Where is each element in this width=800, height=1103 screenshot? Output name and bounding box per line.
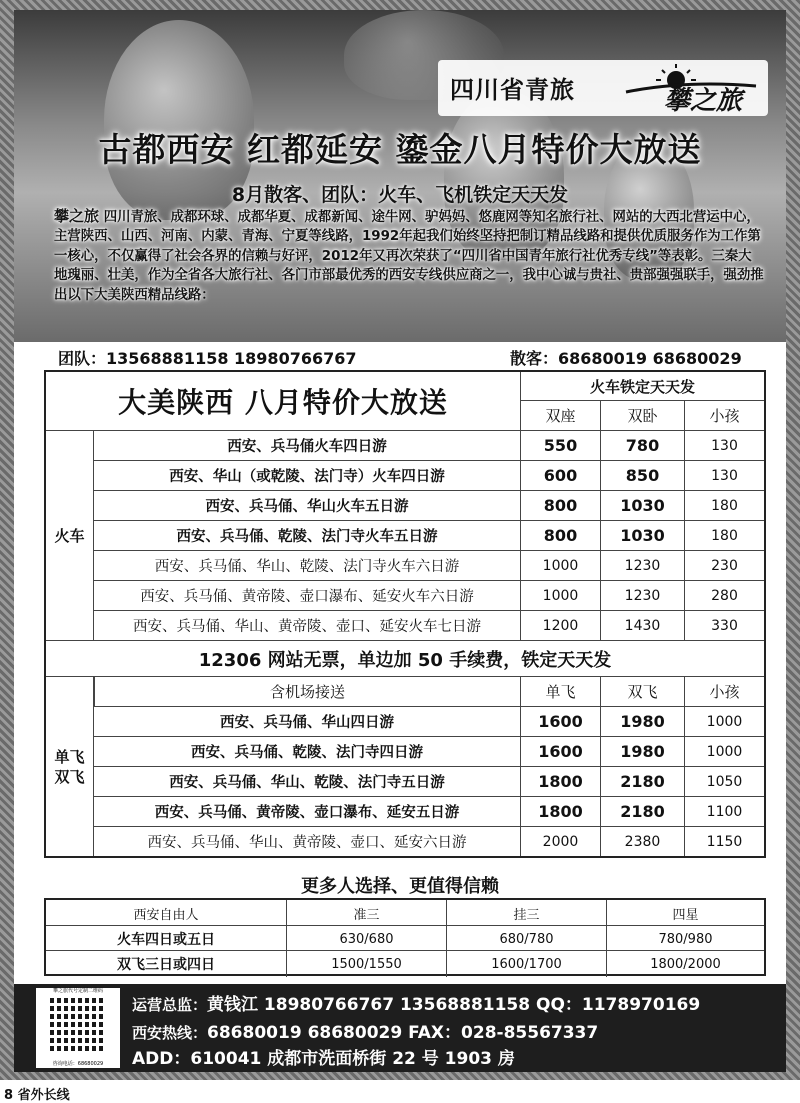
price-cell: 1100 — [684, 797, 764, 826]
table-row — [94, 580, 764, 610]
price-cell: 1980 — [600, 737, 684, 766]
free-row — [46, 950, 764, 976]
train-col-header: 双卧 — [600, 400, 684, 430]
qr-code — [36, 988, 120, 1068]
air-col-header: 双飞 — [600, 676, 684, 706]
table-row — [94, 460, 764, 490]
train-label: 火车 — [46, 430, 94, 640]
intro-text: 四川青旅、成都环球、成都华夏、成都新闻、途牛网、驴妈妈、悠鹿网等知名旅行社、网站的大西北营运中心，主营陕西、山西、河南、内蒙、青海、宁夏等线路，1992年起我们始终坚持把制订精品线路和提供优质服务作为工作第一核心，不仅赢得了社会各界的信赖与好评，2012年又再次荣获了“四川省中国青年旅行社优秀专线”等表彰。三秦大地瑰丽、壮美，作为全省各大旅行社、各门市部最优秀的西安专线供应商之一，我中心诚与贵社、贵部强强联手，强劲推出以下大美陕西精品线路： — [54, 210, 764, 303]
price-cell: 230 — [684, 551, 764, 580]
price-cell: 1000 — [520, 581, 600, 610]
price-cell: 1600 — [520, 707, 600, 736]
route-name: 西安、兵马俑火车四日游 — [227, 439, 387, 455]
price-cell: 1050 — [684, 767, 764, 796]
price-cell: 780 — [600, 431, 684, 460]
free-cell: 西安自由人 — [133, 907, 199, 923]
route-name: 西安、兵马俑、黄帝陵、壶口瀑布、延安火车六日游 — [140, 589, 474, 605]
more-tagline: 更多人选择、更值得信赖 — [301, 876, 499, 897]
air-label: 单飞 双飞 — [46, 676, 94, 856]
price-cell: 2180 — [600, 767, 684, 796]
route-name: 西安、兵马俑、乾陵、法门寺火车五日游 — [176, 529, 438, 545]
headline: 古都西安 红都延安 鎏金八月特价大放送 — [98, 130, 702, 169]
footer-line-director — [132, 990, 700, 1015]
footer-line-address: ADD：610041 成都市洗面桥街 22 号 1903 房 — [132, 1049, 515, 1069]
qr-caption-phone: 咨询电话：68680029 — [52, 1061, 104, 1067]
table-row — [94, 766, 764, 796]
price-cell: 130 — [684, 461, 764, 490]
free-cell: 四星 — [606, 900, 764, 926]
table-row — [94, 430, 764, 460]
price-cell: 1200 — [520, 611, 600, 640]
price-cell: 600 — [520, 461, 600, 490]
price-cell: 180 — [684, 521, 764, 550]
qr-caption: 攀之旅代号定制二维码 — [52, 988, 103, 994]
price-cell: 1800 — [520, 797, 600, 826]
brand-box — [438, 60, 768, 116]
free-cell: 680/780 — [446, 926, 606, 952]
price-cell: 1230 — [600, 581, 684, 610]
intro-lead: 攀之旅 — [54, 207, 100, 225]
footer-line-hotline — [132, 1018, 598, 1043]
hotline-label: 西安热线： — [132, 1024, 208, 1042]
route-name: 西安、兵马俑、黄帝陵、壶口瀑布、延安五日游 — [154, 805, 460, 821]
hotline-value: 68680019 68680029 FAX：028-85567337 — [207, 1023, 599, 1043]
table-row — [94, 490, 764, 520]
group-contact: 团队：13568881158 18980766767 — [58, 349, 357, 368]
price-cell: 130 — [684, 431, 764, 460]
director-label: 运营总监： — [132, 996, 208, 1014]
price-cell: 850 — [600, 461, 684, 490]
table-row — [94, 520, 764, 550]
table-row — [94, 610, 764, 640]
price-cell: 1030 — [600, 521, 684, 550]
price-cell: 330 — [684, 611, 764, 640]
route-name: 西安、兵马俑、华山火车五日游 — [205, 499, 409, 515]
free-cell: 火车四日或五日 — [117, 932, 215, 948]
route-name: 西安、华山（或乾陵、法门寺）火车四日游 — [169, 469, 445, 485]
free-cell: 准三 — [286, 900, 446, 926]
table-title: 大美陕西 八月特价大放送 — [118, 386, 448, 419]
price-cell: 800 — [520, 521, 600, 550]
free-cell: 1500/1550 — [286, 951, 446, 977]
air-col-header: 单飞 — [520, 676, 600, 706]
free-header-row — [46, 900, 764, 926]
train-header: 火车铁定天天发 — [520, 372, 764, 400]
brand-script: 攀之旅 — [664, 86, 743, 116]
price-cell: 1000 — [684, 737, 764, 766]
page-footer: 8 省外长线 — [4, 1088, 70, 1103]
contact-bar — [14, 342, 786, 370]
table-row — [94, 826, 764, 856]
price-cell: 2380 — [600, 827, 684, 856]
individual-contact: 散客：68680019 68680029 — [510, 349, 742, 368]
free-cell: 780/980 — [606, 926, 764, 952]
air-col-header: 小孩 — [684, 676, 764, 706]
price-cell: 2180 — [600, 797, 684, 826]
route-name: 西安、兵马俑、华山四日游 — [220, 715, 394, 731]
free-cell: 双飞三日或四日 — [117, 957, 215, 973]
free-cell: 1800/2000 — [606, 951, 764, 977]
price-cell: 550 — [520, 431, 600, 460]
free-cell: 挂三 — [446, 900, 606, 926]
price-cell: 1000 — [520, 551, 600, 580]
table-row — [94, 550, 764, 580]
table-row — [94, 706, 764, 736]
price-cell: 1030 — [600, 491, 684, 520]
table-row — [94, 736, 764, 766]
route-name: 西安、兵马俑、华山、黄帝陵、壶口、延安六日游 — [147, 835, 467, 851]
route-name: 西安、兵马俑、华山、乾陵、法门寺五日游 — [169, 775, 445, 791]
price-cell: 1230 — [600, 551, 684, 580]
price-cell: 1430 — [600, 611, 684, 640]
price-cell: 1980 — [600, 707, 684, 736]
footer — [14, 984, 786, 1072]
subheadline: 8月散客、团队：火车、飞机铁定天天发 — [231, 184, 569, 206]
price-cell: 1000 — [684, 707, 764, 736]
free-cell: 1600/1700 — [446, 951, 606, 977]
price-cell: 1800 — [520, 767, 600, 796]
price-cell: 2000 — [520, 827, 600, 856]
route-name: 西安、兵马俑、乾陵、法门寺四日游 — [191, 745, 423, 761]
brand-name: 四川省青旅 — [450, 76, 575, 104]
table-row — [94, 796, 764, 826]
price-cell: 180 — [684, 491, 764, 520]
price-cell: 800 — [520, 491, 600, 520]
price-cell: 280 — [684, 581, 764, 610]
air-header: 含机场接送 — [94, 676, 520, 706]
free-cell: 630/680 — [286, 926, 446, 952]
price-table — [44, 370, 766, 858]
free-row — [46, 925, 764, 951]
train-col-header: 小孩 — [684, 400, 764, 430]
director-value: 黄钱江 18980766767 13568881158 QQ：1178970169 — [207, 995, 701, 1015]
price-cell: 1150 — [684, 827, 764, 856]
free-travel-table — [44, 898, 766, 976]
route-name: 西安、兵马俑、华山、黄帝陵、壶口、延安火车七日游 — [133, 619, 481, 635]
notice-row: 12306 网站无票，单边加 50 手续费，铁定天天发 — [46, 640, 764, 676]
intro-paragraph — [54, 207, 764, 305]
route-name: 西安、兵马俑、华山、乾陵、法门寺火车六日游 — [154, 559, 460, 575]
qr-code-icon — [50, 998, 106, 1054]
price-cell: 1600 — [520, 737, 600, 766]
train-col-header: 双座 — [520, 400, 600, 430]
